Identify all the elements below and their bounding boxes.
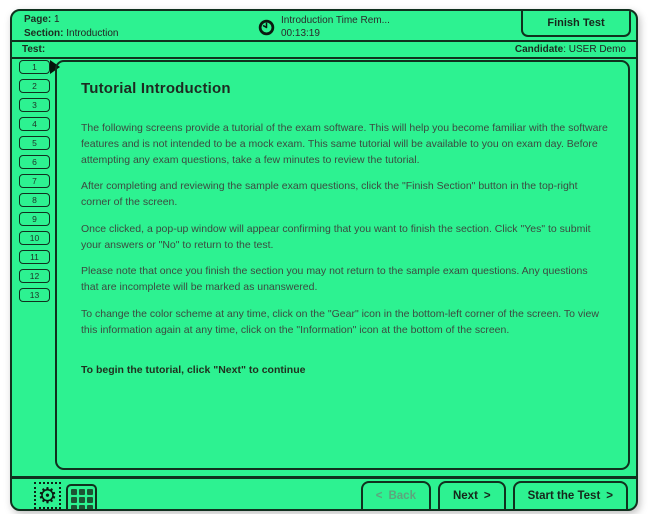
question-nav (19, 60, 53, 302)
exam-window (10, 9, 638, 511)
section-label: Section: (24, 27, 64, 39)
question-button-4[interactable]: 4 (19, 117, 50, 131)
grid-icon[interactable] (66, 484, 97, 511)
test-label: Test: (22, 44, 46, 55)
question-button-10[interactable]: 10 (19, 231, 50, 245)
page-title: Tutorial Introduction (81, 80, 231, 97)
section-value: Introduction (66, 27, 119, 39)
clock-icon (258, 19, 275, 36)
tutorial-paragraph: Once clicked, a pop-up window will appear confirming that you want to finish the section. Click "Yes" to submit your answers or "No" to return to the test. (81, 222, 591, 251)
question-button-12[interactable]: 12 (19, 269, 50, 283)
header-bar (12, 11, 636, 42)
page-label: Page: (24, 14, 52, 25)
timer (258, 14, 390, 40)
tutorial-paragraph: After completing and reviewing the sample exam questions, click the "Finish Section" button in the top-right corner of the screen. (81, 180, 578, 208)
page-section-info (12, 11, 119, 40)
chevron-right-icon: > (483, 490, 491, 502)
question-button-2[interactable]: 2 (19, 79, 50, 93)
question-button-3[interactable]: 3 (19, 98, 50, 112)
timer-title: Introduction Time Rem... (281, 15, 390, 26)
question-button-6[interactable]: 6 (19, 155, 50, 169)
question-button-5[interactable]: 5 (19, 136, 50, 150)
page-info (24, 13, 119, 27)
question-button-1[interactable]: 1 (19, 60, 50, 74)
timer-text (281, 14, 390, 40)
footer-bar (12, 479, 636, 509)
start-test-button[interactable] (513, 481, 628, 511)
candidate-value: : USER Demo (563, 44, 626, 55)
gear-icon[interactable]: ⚙ (34, 482, 61, 509)
chevron-left-icon: < (375, 490, 383, 502)
timer-value: 00:13:19 (281, 28, 320, 39)
tutorial-paragraph: Please note that once you finish the section you may not return to the sample exam questions. Any questions that are incomplete will be marked as unanswered. (81, 265, 588, 293)
back-button[interactable] (361, 481, 431, 511)
tutorial-paragraphs (81, 121, 608, 338)
candidate-label: Candidate (514, 44, 564, 55)
content-panel (55, 60, 630, 470)
tutorial-paragraph: To change the color scheme at any time, click on the "Gear" icon in the bottom-left corner of the screen. To view this information again at any time, click on the "Information" icon at the bottom of the screen. (81, 307, 599, 336)
question-button-13[interactable]: 13 (19, 288, 50, 302)
tutorial-cta: To begin the tutorial, click "Next" to continue (81, 364, 306, 377)
test-candidate-bar (12, 42, 636, 59)
question-button-8[interactable]: 8 (19, 193, 50, 207)
finish-test-button[interactable]: Finish Test (521, 11, 631, 37)
question-button-11[interactable]: 11 (19, 250, 50, 264)
tutorial-paragraph: The following screens provide a tutorial of the exam software. This will help you become familiar with the software features and is not intended to be a mock exam. This same tutorial will be available to you on exam day. Before attempting any exam questions, take a few minutes to review the tutorial. (81, 122, 608, 166)
section-info (24, 27, 119, 41)
candidate-info (515, 44, 626, 55)
page-value: 1 (54, 14, 60, 25)
next-button[interactable] (438, 481, 506, 511)
question-button-7[interactable]: 7 (19, 174, 50, 188)
question-button-9[interactable]: 9 (19, 212, 50, 226)
start-test-label: Start the Test (527, 490, 601, 502)
chevron-right-icon: > (606, 490, 613, 502)
back-label: Back (388, 490, 416, 502)
body-area (12, 59, 636, 476)
next-label: Next (452, 490, 478, 502)
nav-buttons (361, 481, 630, 511)
